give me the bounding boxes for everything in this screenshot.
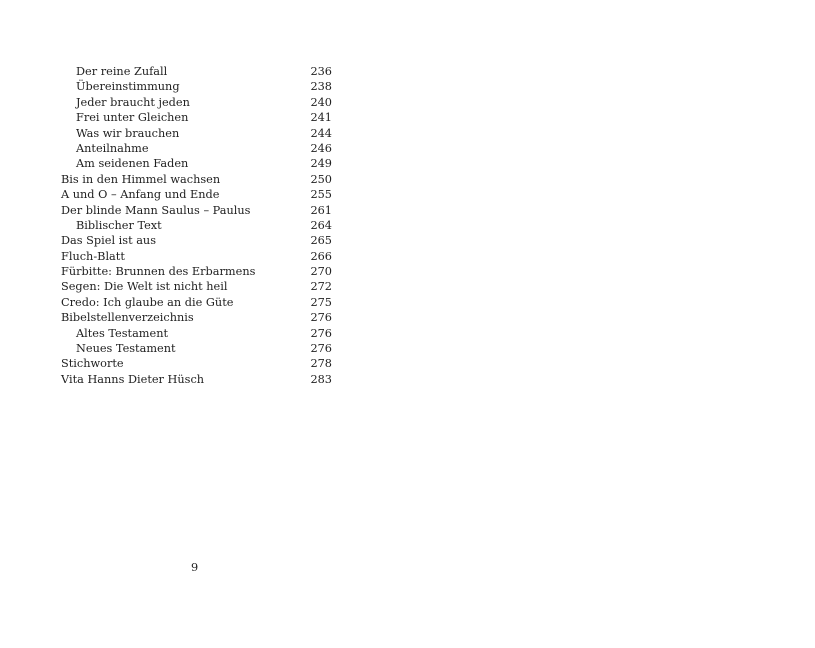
toc-entry <box>61 172 332 187</box>
toc-entry-page: 283 <box>310 372 332 386</box>
toc-entry <box>61 64 332 79</box>
toc-entry-title: Das Spiel ist aus <box>61 234 157 248</box>
toc-entry-page: 241 <box>310 111 332 125</box>
toc-entry <box>61 203 332 218</box>
toc-entry-title: Stichworte <box>61 357 124 371</box>
toc-entry-page: 240 <box>310 95 332 109</box>
toc-entry-title: Segen: Die Welt ist nicht heil <box>61 280 228 294</box>
toc-entry-title: Biblischer Text <box>76 218 162 232</box>
toc-entry-page: 276 <box>310 311 332 325</box>
toc-entry-page: 272 <box>310 280 332 294</box>
toc-entry-page: 255 <box>310 188 332 202</box>
toc-entry <box>61 264 332 279</box>
toc-entry-title: A und O – Anfang und Ende <box>61 188 220 202</box>
toc-entry-page: 264 <box>310 218 332 232</box>
toc-entry-title: Übereinstimmung <box>76 80 180 94</box>
toc-entry <box>61 187 332 202</box>
toc-entry-page: 275 <box>310 295 332 309</box>
toc-entry-title: Frei unter Gleichen <box>76 111 189 125</box>
toc-entry <box>61 156 332 171</box>
toc-entry-title: Der blinde Mann Saulus – Paulus <box>61 203 251 217</box>
toc-entry-title: Bis in den Himmel wachsen <box>61 172 221 186</box>
toc-entry-page: 238 <box>310 80 332 94</box>
toc-entry <box>61 341 332 356</box>
toc-entry-page: 276 <box>310 342 332 356</box>
toc-entry-page: 250 <box>310 172 332 186</box>
toc-entry-title: Am seidenen Faden <box>76 157 189 171</box>
toc-entry <box>61 310 332 325</box>
toc-entry-page: 236 <box>310 65 332 78</box>
toc-entry <box>61 233 332 248</box>
toc-entry <box>61 141 332 156</box>
toc-entry-title: Vita Hanns Dieter Hüsch <box>61 372 205 386</box>
toc-entry-title: Bibelstellenverzeichnis <box>61 311 194 325</box>
toc-entry-title: Anteilnahme <box>76 141 149 155</box>
toc-entry-page: 246 <box>310 141 332 155</box>
toc-entry-page: 266 <box>310 249 332 263</box>
toc-entry-page: 276 <box>310 326 332 340</box>
toc-entry <box>61 372 332 387</box>
toc-entry <box>61 249 332 264</box>
toc-entry <box>61 126 332 141</box>
table-of-contents <box>61 64 332 387</box>
toc-entry <box>61 110 332 125</box>
toc-entry-title: Altes Testament <box>76 326 169 340</box>
toc-entry-title: Neues Testament <box>76 342 176 356</box>
toc-entry <box>61 295 332 310</box>
toc-entry-title: Der reine Zufall <box>76 65 168 78</box>
toc-entry-page: 278 <box>310 357 332 371</box>
toc-entry-title: Credo: Ich glaube an die Güte <box>61 295 234 309</box>
toc-entry-title: Fluch-Blatt <box>61 249 125 263</box>
toc-entry <box>61 95 332 110</box>
toc-entry-title: Fürbitte: Brunnen des Erbarmens <box>61 265 256 279</box>
toc-entry <box>61 356 332 371</box>
page-number: 9 <box>191 561 199 574</box>
toc-entry <box>61 279 332 294</box>
toc-entry-page: 265 <box>310 234 332 248</box>
toc-entry <box>61 218 332 233</box>
toc-entry <box>61 79 332 94</box>
toc-entry <box>61 326 332 341</box>
toc-entry-page: 261 <box>310 203 332 217</box>
toc-entry-page: 270 <box>310 265 332 279</box>
toc-entry-page: 249 <box>310 157 332 171</box>
toc-entry-page: 244 <box>310 126 332 140</box>
toc-entry-title: Was wir brauchen <box>76 126 180 140</box>
toc-entry-title: Jeder braucht jeden <box>76 95 190 109</box>
